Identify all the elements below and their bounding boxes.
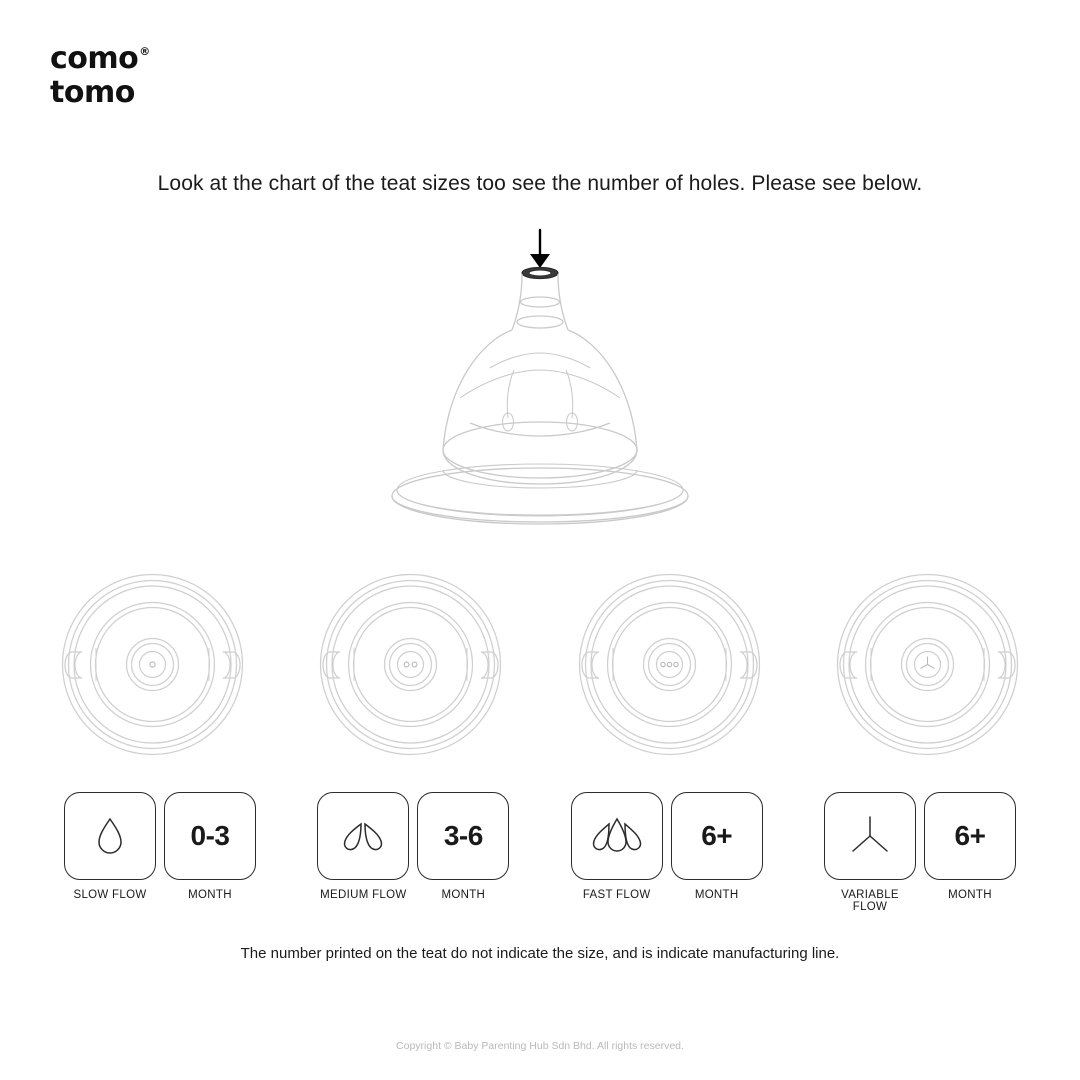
nipple-top-view-fast-flow-icon — [577, 572, 762, 757]
month-box-variable — [924, 792, 1016, 880]
flow-icon-box-medium — [317, 792, 409, 880]
top-view-item — [60, 572, 245, 757]
flow-label-medium: MEDIUM FLOW — [320, 889, 407, 901]
flow-icon-box-fast — [571, 792, 663, 880]
y-cut-icon — [846, 813, 894, 859]
nipple-top-view-variable-flow-icon — [835, 572, 1020, 757]
footnote-text: The number printed on the teat do not indicate the size, and is indicate manufacturing line. — [240, 945, 840, 962]
legend-group-medium-flow — [313, 792, 513, 917]
legend-group-variable-flow — [820, 792, 1020, 917]
nipple-top-view-medium-flow-icon — [318, 572, 503, 757]
brand-logo-line-1 — [50, 42, 149, 76]
two-hole-drop-icon — [339, 816, 387, 856]
month-box-medium — [417, 792, 509, 880]
nipple-side-view-icon — [340, 218, 740, 548]
month-box-fast — [671, 792, 763, 880]
month-range-value: 6+ — [701, 820, 733, 851]
flow-icon-box-slow — [64, 792, 156, 880]
flow-icon-box-variable — [824, 792, 916, 880]
nipple-top-view-slow-flow-icon — [60, 572, 245, 757]
nipple-top-view-row — [60, 572, 1020, 757]
month-label-medium: MONTH — [441, 889, 486, 901]
top-view-item — [835, 572, 1020, 757]
brand-logo-text-como: como — [50, 41, 139, 76]
copyright-text: Copyright © Baby Parenting Hub Sdn Bhd. All rights reserved. — [396, 1040, 684, 1052]
flow-label-variable: VARIABLE FLOW — [841, 889, 899, 913]
page-title: Look at the chart of the teat sizes too see the number of holes. Please see below. — [157, 172, 923, 195]
brand-logo-line-2: tomo — [50, 74, 135, 110]
three-hole-drop-icon — [589, 814, 645, 858]
hero-nipple-illustration — [340, 218, 740, 548]
registered-trademark-icon: ® — [139, 45, 150, 58]
month-box-slow — [164, 792, 256, 880]
legend-group-slow-flow — [60, 792, 260, 917]
month-label-fast: MONTH — [694, 889, 739, 901]
month-label-variable: MONTH — [948, 889, 992, 901]
top-view-item — [318, 572, 503, 757]
month-range-value: 3-6 — [443, 820, 483, 851]
month-range-value: 6+ — [954, 820, 986, 851]
flow-legend — [60, 792, 1020, 917]
top-view-item — [577, 572, 762, 757]
brand-logo — [50, 42, 149, 109]
month-range-value: 0-3 — [190, 820, 230, 851]
month-label-slow: MONTH — [188, 889, 232, 901]
flow-label-slow: SLOW FLOW — [73, 889, 147, 901]
flow-label-fast: FAST FLOW — [582, 889, 651, 901]
legend-group-fast-flow — [567, 792, 767, 917]
single-hole-drop-icon — [93, 814, 127, 858]
